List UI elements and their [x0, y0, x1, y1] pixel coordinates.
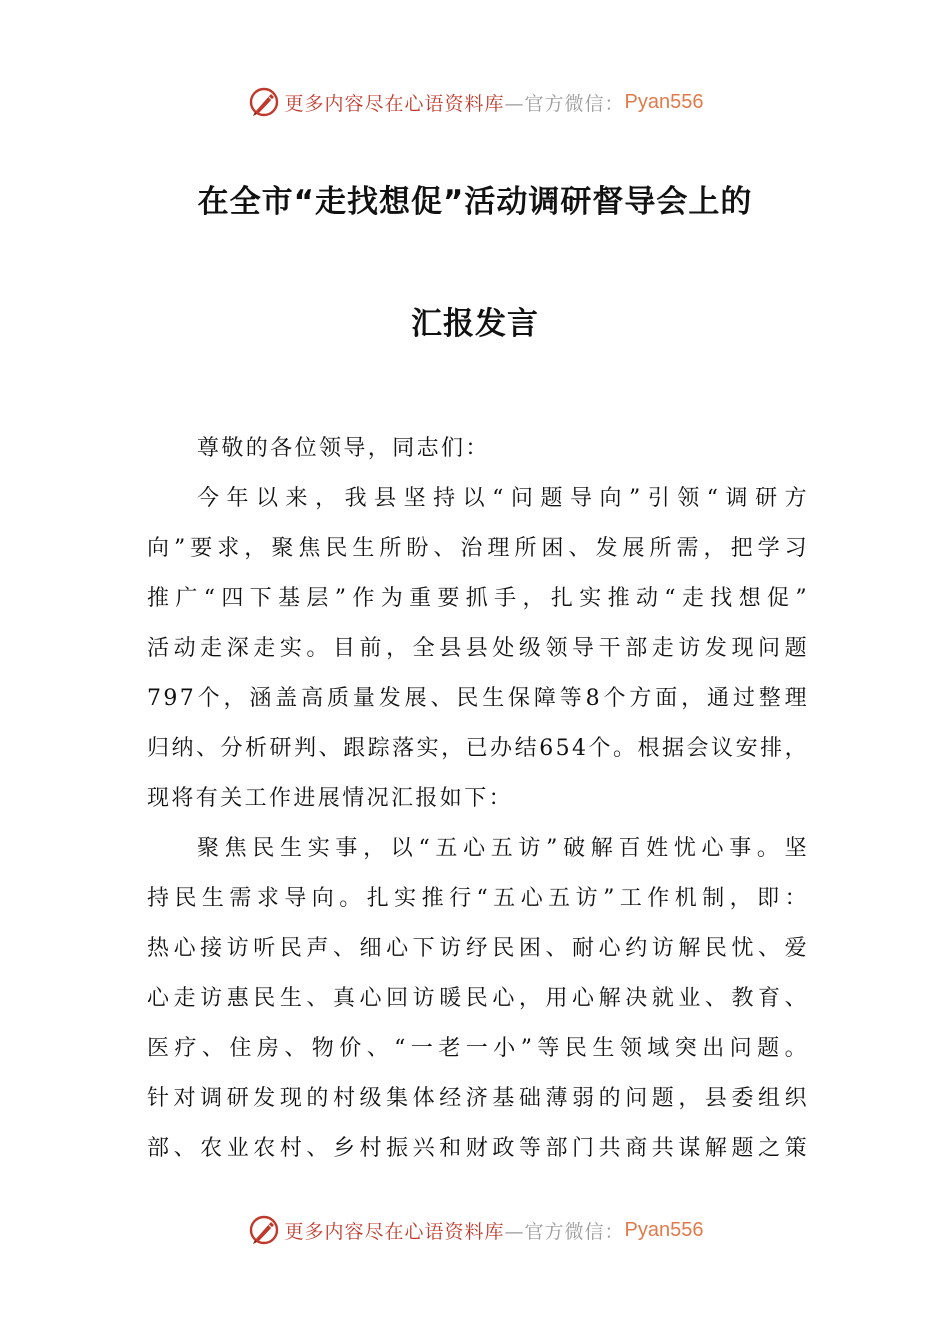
body-line: 持民生需求导向。扎实推行“五心五访”工作机制，即： [147, 886, 809, 911]
body-line: 现将有关工作进展情况汇报如下： [147, 786, 514, 811]
body-line: 今年以来，我县坚持以“问题导向”引领“调研方 [197, 486, 809, 511]
body-line: 归纳、分析研判、跟踪落实，已办结654个。根据会议安排， [147, 736, 809, 761]
watermark-brand-text: 更多内容尽在心语资料库 [284, 1220, 505, 1243]
body-line: 聚焦民生实事，以“五心五访”破解百姓忧心事。坚 [197, 836, 809, 861]
document-title-line-1: 在全市“走找想促”活动调研督导会上的 [197, 184, 753, 220]
pen-logo-icon [247, 85, 281, 119]
body-line: 向”要求，聚焦民生所盼、治理所困、发展所需，把学习 [147, 536, 809, 561]
body-line: 医疗、住房、物价、“一老一小”等民生领域突出问题。 [147, 1036, 809, 1061]
body-line: 针对调研发现的村级集体经济基础薄弱的问题，县委组织 [147, 1086, 809, 1111]
watermark-wechat-id: Pyan556 [624, 90, 704, 113]
body-line: 心走访惠民生、真心回访暖民心，用心解决就业、教育、 [147, 986, 809, 1011]
watermark-wechat-label: —官方微信： [504, 1220, 625, 1243]
header-watermark [0, 82, 950, 122]
footer-watermark [0, 1210, 950, 1250]
document-body [147, 424, 809, 1174]
body-line: 热心接访听民声、细心下访纾民困、耐心约访解民忧、爱 [147, 936, 809, 961]
pen-logo-icon [247, 1213, 281, 1247]
body-line: 活动走深走实。目前，全县县处级领导干部走访发现问题 [147, 636, 809, 661]
document-title-line-2: 汇报发言 [411, 306, 539, 342]
body-line: 部、农业农村、乡村振兴和财政等部门共商共谋解题之策 [147, 1136, 809, 1161]
body-line: 797个，涵盖高质量发展、民生保障等8个方面，通过整理 [147, 686, 809, 711]
watermark-wechat-label: —官方微信： [504, 92, 625, 115]
watermark-wechat-id: Pyan556 [624, 1218, 704, 1241]
body-line: 推广“四下基层”作为重要抓手，扎实推动“走找想促” [147, 586, 809, 611]
body-line: 尊敬的各位领导，同志们： [197, 436, 490, 461]
watermark-brand-text: 更多内容尽在心语资料库 [284, 92, 505, 115]
